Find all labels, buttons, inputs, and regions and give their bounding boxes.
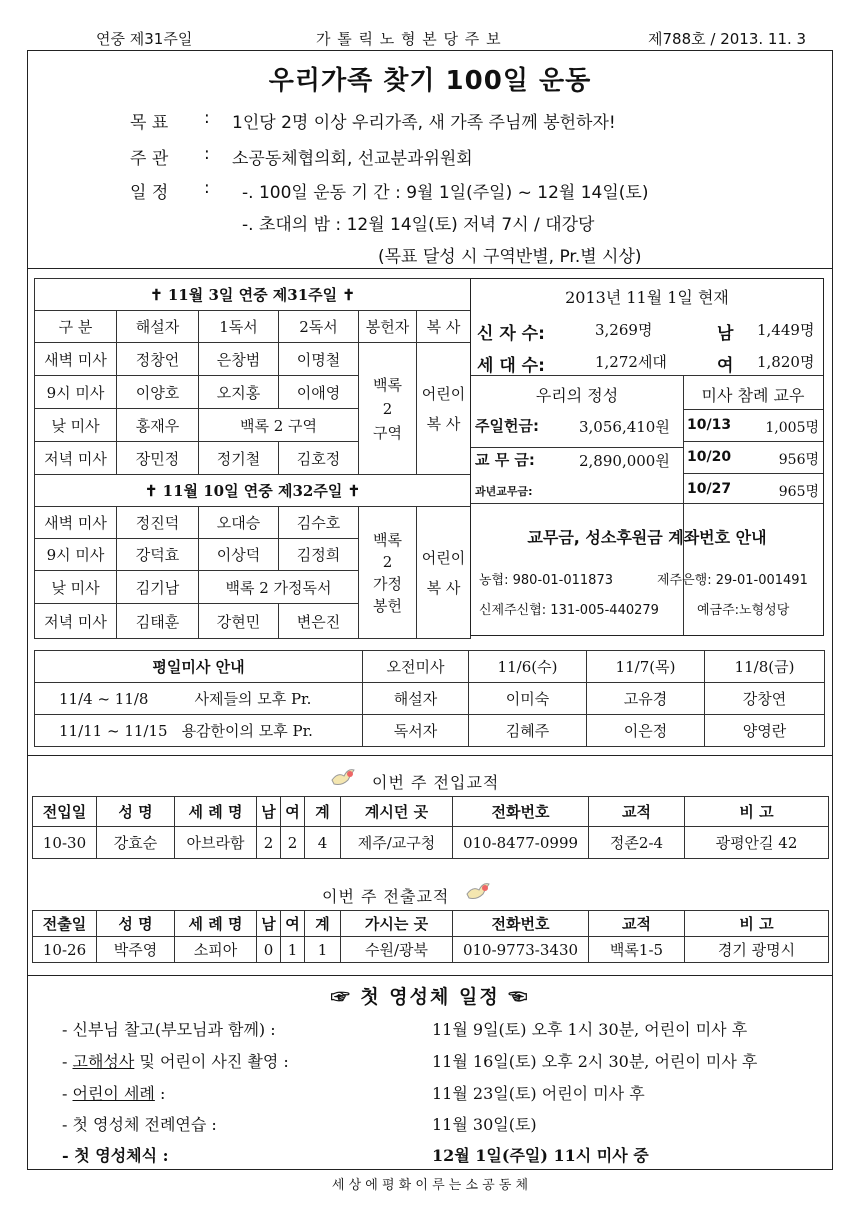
table-cell: 0: [257, 937, 281, 963]
list-item: [62, 1081, 165, 1104]
table-cell: 정존2-4: [589, 827, 685, 859]
table-cell: 독서자: [363, 715, 469, 747]
table-cell: 저녁 미사: [35, 442, 117, 475]
dove-icon: [465, 880, 491, 906]
header-issue: 제788호 / 2013. 11. 3: [648, 30, 807, 48]
header-cell: 전화번호: [453, 797, 589, 827]
table-cell: 김호정: [279, 442, 359, 475]
col-commentator: 해설자: [117, 311, 199, 343]
table-cell: 강효순: [97, 827, 175, 859]
divider: [27, 755, 833, 756]
schedule-line3: (목표 달성 시 구역반별, Pr.별 시상): [378, 247, 642, 267]
table-cell: 고유경: [587, 683, 705, 715]
header-cell: 전출일: [33, 911, 97, 937]
accounts-title: 교무금, 성소후원금 계좌번호 안내: [527, 528, 767, 547]
list-item: [62, 1143, 169, 1166]
sunday-label: 주일헌금:: [475, 417, 539, 435]
table-cell: 장민정: [117, 442, 199, 475]
table-row: [35, 683, 363, 715]
table-cell: 이양호: [117, 376, 199, 409]
weekday-mass-table: [34, 650, 825, 747]
header-cell: 계: [305, 911, 341, 937]
footer-slogan: 세 상 에 평 화 이 루 는 소 공 동 체: [331, 1178, 529, 1193]
header-cell: 계: [305, 797, 341, 827]
table-cell: 새벽 미사: [35, 343, 117, 376]
table-cell: 이상덕: [199, 539, 279, 571]
underlined-label: 고해성사: [72, 1052, 135, 1071]
attendance-date: 10/27: [687, 481, 732, 497]
table-cell: 낮 미사: [35, 409, 117, 442]
table-cell: 9시 미사: [35, 376, 117, 409]
attendance-title: 미사 참례 교우: [701, 386, 805, 405]
item-label: 및 어린이 사진 촬영 :: [134, 1052, 289, 1071]
table-cell: 김태훈: [117, 604, 199, 639]
table-cell: 이애영: [279, 376, 359, 409]
bullet: -: [62, 1146, 75, 1165]
item-time: 11월 23일(토) 어린이 미사 후: [432, 1084, 645, 1103]
group: 용감한이의 모후 Pr.: [181, 722, 313, 740]
header-week: 연중 제31주일: [96, 30, 193, 48]
households-value: 1,272세대: [595, 353, 667, 371]
campaign-title: 우리가족 찾기 100일 운동: [268, 66, 592, 96]
item-label: 첫 영성체 전례연습 :: [72, 1115, 217, 1134]
table-cell: 오지홍: [199, 376, 279, 409]
table-cell: 강현민: [199, 604, 279, 639]
movein-title-wrap: [330, 766, 499, 793]
header-cell: 비 고: [685, 797, 829, 827]
table-cell: 정기철: [199, 442, 279, 475]
bulletin-header: [0, 28, 860, 50]
header-cell: 전화번호: [453, 911, 589, 937]
header-title: 가 톨 릭 노 형 본 당 주 보: [316, 30, 502, 48]
table-cell: 변은진: [279, 604, 359, 639]
list-item: [62, 1049, 289, 1072]
week1-title: ✝ 11월 3일 연중 제31주일 ✝: [35, 279, 471, 311]
table-cell: 홍재우: [117, 409, 199, 442]
male-value: 1,449명: [757, 321, 815, 339]
account-holder: 예금주:노형성당: [697, 603, 790, 618]
table-cell: 이은정: [587, 715, 705, 747]
sunday-value: 3,056,410원: [579, 418, 670, 436]
header-cell: 세 례 명: [175, 911, 257, 937]
header-cell: 비 고: [685, 911, 829, 937]
list-item: [62, 1112, 217, 1135]
table-cell: 2: [281, 827, 305, 859]
schedule-colon: :: [204, 178, 210, 198]
table-cell: 저녁 미사: [35, 604, 117, 639]
table-row: [35, 715, 363, 747]
schedule-line2: -. 초대의 밤 : 12월 14일(토) 저녁 7시 / 대강당: [242, 215, 595, 235]
bullet: -: [62, 1084, 73, 1103]
church-label: 교 무 금:: [475, 451, 535, 469]
col-reading2: 2독서: [279, 311, 359, 343]
header-cell: 여: [281, 797, 305, 827]
households-label: 세 대 수:: [477, 356, 545, 376]
table-row: [33, 827, 829, 859]
table-cell: 새벽 미사: [35, 507, 117, 539]
account-jeju: 제주은행: 29-01-001491: [657, 573, 808, 588]
roster-table: [34, 278, 471, 639]
goal-colon: :: [204, 108, 210, 128]
col-offertory: 봉헌자: [359, 311, 417, 343]
table-cell: 오대승: [199, 507, 279, 539]
past-label: 과년교무금:: [475, 485, 533, 498]
table-cell: 박주영: [97, 937, 175, 963]
bullet: -: [62, 1115, 73, 1134]
weekday-am: 오전미사: [363, 651, 469, 683]
table-cell: 낮 미사: [35, 571, 117, 604]
divider: [683, 375, 684, 635]
header-cell: 교적: [589, 797, 685, 827]
header-cell: 남: [257, 797, 281, 827]
group: 사제들의 모후 Pr.: [194, 690, 312, 708]
table-cell: 2: [257, 827, 281, 859]
header-cell: 계시던 곳: [341, 797, 453, 827]
table-cell: 김정희: [279, 539, 359, 571]
item-time: 11월 16일(토) 오후 2시 30분, 어린이 미사 후: [432, 1052, 758, 1071]
host-colon: :: [204, 144, 210, 164]
table-cell: 10-26: [33, 937, 97, 963]
item-time: 11월 9일(토) 오후 1시 30분, 어린이 미사 후: [432, 1020, 748, 1039]
church-value: 2,890,000원: [579, 452, 670, 470]
col-category: 구 분: [35, 311, 117, 343]
table-cell: 강창연: [705, 683, 825, 715]
table-cell: 김기남: [117, 571, 199, 604]
weekday-day1: 11/6(수): [469, 651, 587, 683]
table-cell: 이미숙: [469, 683, 587, 715]
week2-server: 어린이 복 사: [417, 507, 471, 639]
header-cell: 교적: [589, 911, 685, 937]
table-cell: 010-8477-0999: [453, 827, 589, 859]
attendance-count: 965명: [778, 484, 819, 500]
table-cell: 광평안길 42: [685, 827, 829, 859]
stats-date: 2013년 11월 1일 현재: [565, 288, 729, 307]
believers-value: 3,269명: [595, 321, 653, 339]
attendance-count: 1,005명: [765, 420, 819, 436]
header-cell: 전입일: [33, 797, 97, 827]
col-reading1: 1독서: [199, 311, 279, 343]
divider: [683, 441, 823, 442]
account-shinhyup: 신제주신협: 131-005-440279: [479, 603, 659, 618]
header-cell: 성 명: [97, 911, 175, 937]
table-cell: 1: [281, 937, 305, 963]
table-cell: 이명철: [279, 343, 359, 376]
period: 11/11 ~ 11/15: [59, 722, 168, 740]
table-cell: 4: [305, 827, 341, 859]
attendance-date: 10/20: [687, 449, 732, 465]
movein-title: 이번 주 전입교적: [372, 773, 500, 792]
bullet: -: [62, 1052, 73, 1071]
divider: [471, 375, 823, 376]
header-cell: 가시는 곳: [341, 911, 453, 937]
schedule-label: 일 정: [130, 183, 169, 203]
table-cell: 정창언: [117, 343, 199, 376]
header-cell: 여: [281, 911, 305, 937]
moveout-title-wrap: [322, 880, 491, 907]
moveout-table: [32, 910, 829, 963]
movein-table: [32, 796, 829, 859]
female-value: 1,820명: [757, 353, 815, 371]
account-nonghyup: 농협: 980-01-011873: [479, 573, 613, 588]
week2-offertory: 백록 2 가정 봉헌: [359, 507, 417, 639]
underlined-label: 어린이 세례: [72, 1084, 155, 1103]
bullet: -: [62, 1020, 73, 1039]
table-cell: 양영란: [705, 715, 825, 747]
period: 11/4 ~ 11/8: [59, 690, 149, 708]
male-label: 남: [717, 324, 734, 344]
divider: [27, 268, 833, 269]
week2-title: ✝ 11월 10일 연중 제32주일 ✝: [35, 475, 471, 507]
table-cell: 경기 광명시: [685, 937, 829, 963]
table-cell: 김혜주: [469, 715, 587, 747]
divider: [27, 975, 833, 976]
header-cell: 남: [257, 911, 281, 937]
attendance-date: 10/13: [687, 417, 732, 433]
table-cell: 소피아: [175, 937, 257, 963]
moveout-title: 이번 주 전출교적: [322, 887, 450, 906]
attendance-count: 956명: [778, 452, 819, 468]
table-cell: 김수호: [279, 507, 359, 539]
stats-panel: [470, 278, 824, 636]
table-cell: 010-9773-3430: [453, 937, 589, 963]
item-time: 11월 30일(토): [432, 1115, 537, 1134]
header-cell: 성 명: [97, 797, 175, 827]
col-server: 복 사: [417, 311, 471, 343]
table-cell: 백록 2 가정독서: [199, 571, 359, 604]
week1-server: 어린이 복 사: [417, 343, 471, 475]
divider: [683, 473, 823, 474]
table-cell: 강덕효: [117, 539, 199, 571]
believers-label: 신 자 수:: [477, 324, 545, 344]
weekday-title: 평일미사 안내: [35, 651, 363, 683]
weekday-day2: 11/7(목): [587, 651, 705, 683]
table-cell: 백록1-5: [589, 937, 685, 963]
female-label: 여: [717, 356, 734, 376]
table-cell: 은창범: [199, 343, 279, 376]
item-label: 첫 영성체식 :: [74, 1146, 169, 1165]
table-cell: 아브라함: [175, 827, 257, 859]
header-cell: 세 례 명: [175, 797, 257, 827]
table-cell: 9시 미사: [35, 539, 117, 571]
goal-text: 1인당 2명 이상 우리가족, 새 가족 주님께 봉헌하자!: [232, 113, 616, 133]
item-time: 12월 1일(주일) 11시 미사 중: [432, 1146, 649, 1165]
table-cell: 1: [305, 937, 341, 963]
item-label: 신부님 찰고(부모님과 함께) :: [72, 1020, 276, 1039]
offering-title: 우리의 정성: [535, 386, 619, 405]
weekday-day3: 11/8(금): [705, 651, 825, 683]
divider: [683, 409, 823, 410]
table-cell: 정진덕: [117, 507, 199, 539]
divider: [471, 447, 683, 448]
week1-offertory: 백록 2 구역: [359, 343, 417, 475]
table-cell: 10-30: [33, 827, 97, 859]
table-row: [33, 937, 829, 963]
table-cell: 수원/광북: [341, 937, 453, 963]
communion-title: ☞ 첫 영성체 일정 ☜: [330, 986, 530, 1008]
dove-icon: [330, 766, 356, 792]
host-label: 주 관: [130, 149, 169, 169]
table-cell: 백록 2 구역: [199, 409, 359, 442]
list-item: [62, 1017, 276, 1040]
table-cell: 해설자: [363, 683, 469, 715]
host-text: 소공동체협의회, 선교분과위원회: [232, 149, 473, 169]
goal-label: 목 표: [130, 113, 169, 133]
schedule-line1: -. 100일 운동 기 간 : 9월 1일(주일) ~ 12월 14일(토): [242, 183, 649, 203]
divider: [471, 503, 823, 504]
table-cell: 제주/교구청: [341, 827, 453, 859]
item-label: :: [154, 1084, 166, 1103]
